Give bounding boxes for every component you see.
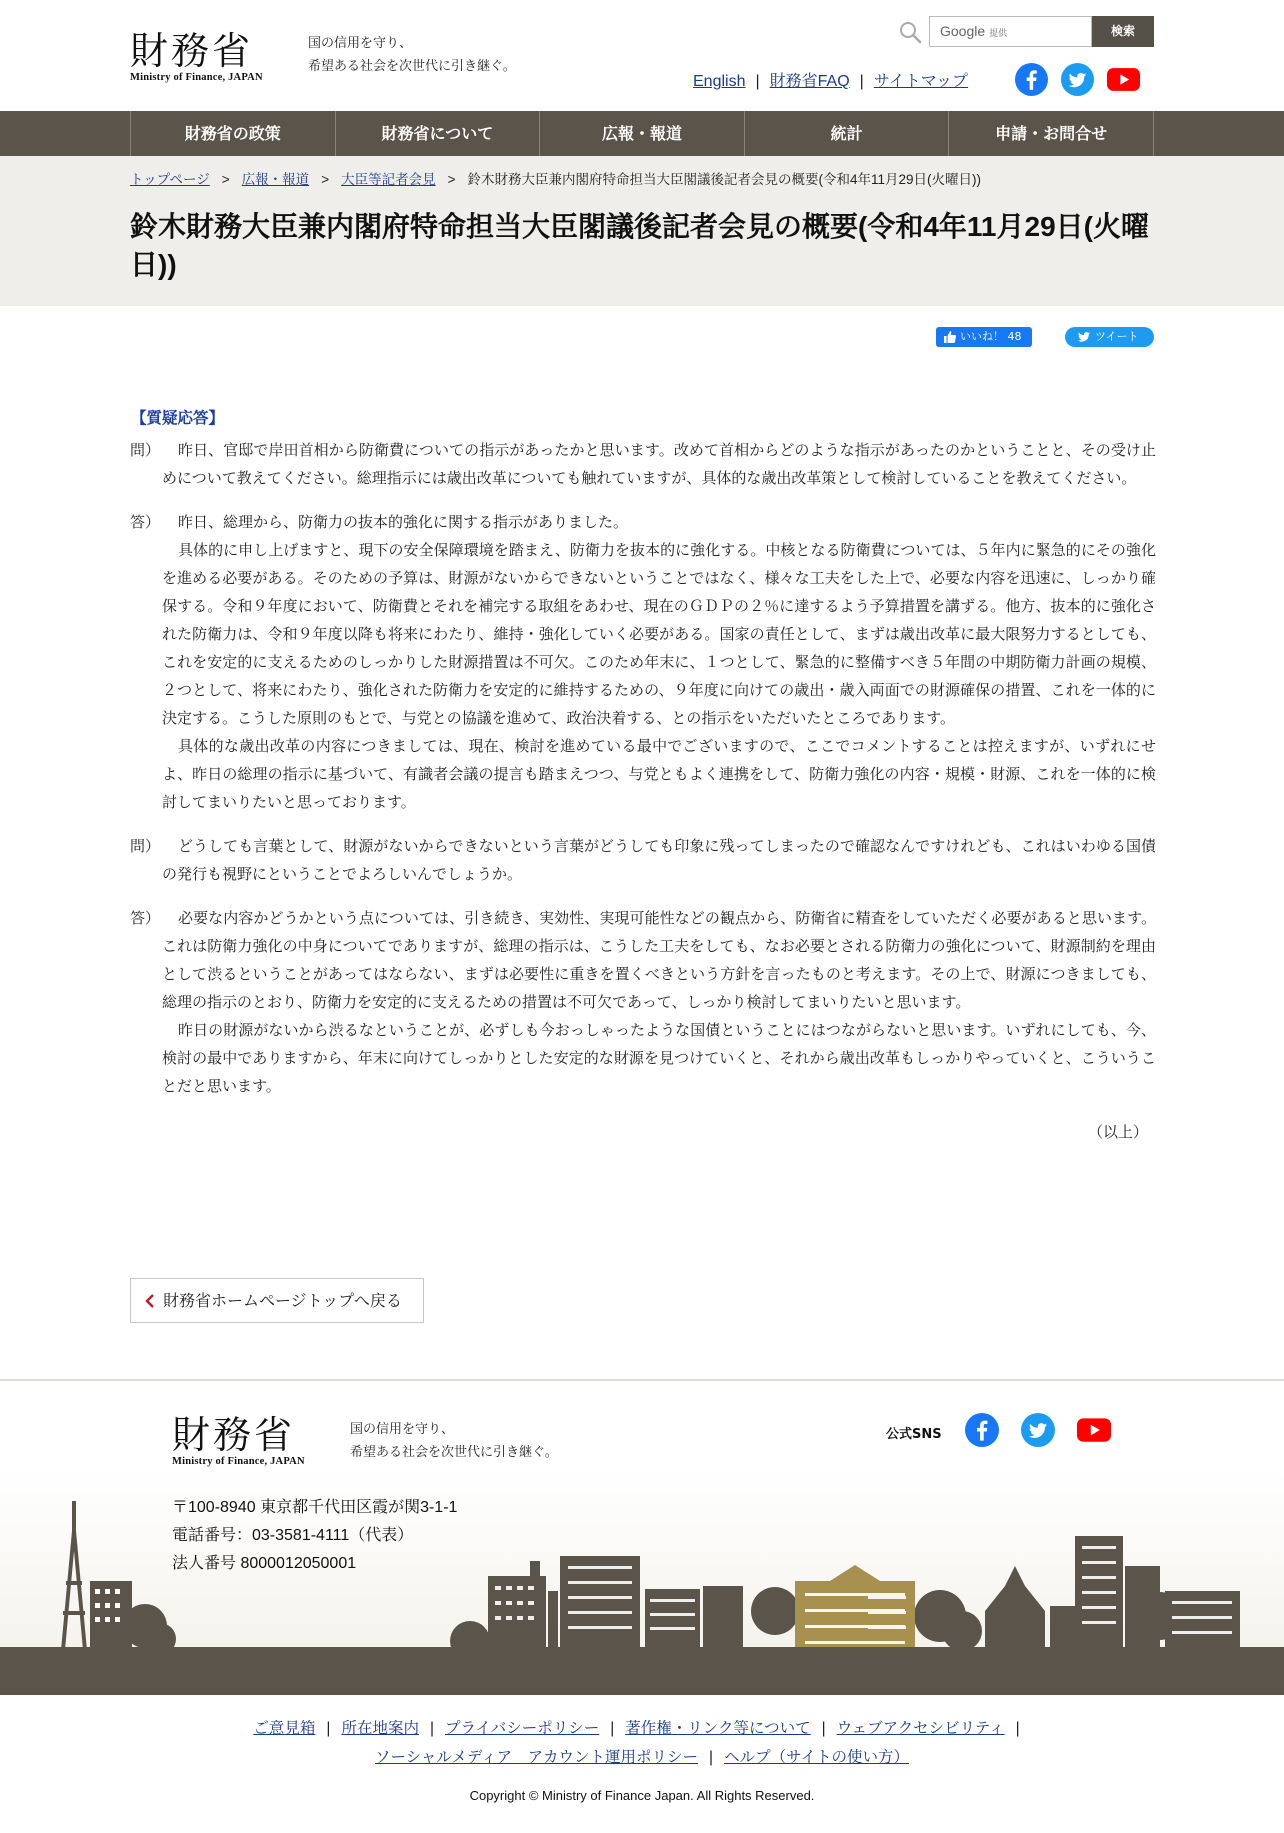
main-content	[130, 404, 1156, 1146]
breadcrumb-current: 鈴木財務大臣兼内閣府特命担当大臣閣議後記者会見の概要(令和4年11月29日(火曜日))	[467, 172, 981, 187]
accessibility-link[interactable]: ウェブアクセシビリティ	[836, 1720, 1005, 1737]
title-band	[0, 156, 1284, 306]
qa-mark: 問）	[130, 441, 161, 459]
qa-paragraph: 必要な内容かどうかという点については、引き続き、実効性、実現可能性などの観点から、防衛省に精査をしていただく必要があると思います。これは防衛力強化の中身についてでありますが、総理の指示は、こうした工夫をしても、なお必要とされる防衛力の強化について、財源制約を理由として渋るということがあってはならない、まずは必要性に重きを置くべきという方針を言ったものと考えます。その上で、財源につきましても、総理の指示のとおり、防衛力を安定的に支えるための措置は不可欠であって、しっかり検討してまいりたいと思います。	[162, 909, 1156, 1011]
facebook-icon[interactable]	[1015, 63, 1048, 96]
logo-english: Ministry of Finance, JAPAN	[130, 72, 263, 83]
footer-sns	[965, 1413, 1111, 1447]
sitemap-link[interactable]: サイトマップ	[873, 73, 969, 90]
twitter-bird-icon	[1078, 332, 1090, 342]
site-tagline	[308, 32, 516, 78]
site-header	[0, 0, 1284, 111]
breadcrumb-arrow: >	[447, 172, 456, 187]
page-title: 鈴木財務大臣兼内閣府特命担当大臣閣議後記者会見の概要(令和4年11月29日(火曜日))	[130, 211, 1149, 280]
like-label: いいね！ 48	[960, 330, 1022, 343]
qa-paragraph: 具体的に申し上げますと、現下の安全保障環境を踏まえ、防衛力を抜本的に強化する。中核となる防衛費については、５年内に緊急的にその強化を進める必要がある。そのための予算は、財源がないからできないということではなく、様々な工夫をした上で、必要な内容を迅速に、しっかり確保する。令和９年度において、防衛費とそれを補完する取組をあわせ、現在のＧＤＰの２％に達するよう予算措置を講ずる。他方、抜本的に強化された防衛力は、令和９年度以降も将来にわたり、維持・強化していく必要がある。国家の責任として、まずは歳出改革に最大限努力するとしても、これを安定的に支えるためのしっかりした財源措置は不可欠。このため年末に、１つとして、緊急的に整備すべき５年間の中期防衛力計画の規模、２つとして、将来にわたり、強化された防衛力を安定的に維持するための、９年度に向けての歳出・歳入両面での財源確保の措置、これを一体的に決定する。こうした原則のもとで、与党との協議を進めて、政治決着する、との指示をいただいたところであります。	[162, 541, 1156, 727]
breadcrumb-arrow: >	[221, 172, 230, 187]
search-button[interactable]: 検索	[1092, 16, 1154, 47]
link-separator: |	[1015, 1720, 1020, 1737]
tagline-line-1: 国の信用を守り、	[308, 36, 413, 51]
qa-mark: 答）	[130, 513, 161, 531]
nav-item-press[interactable]: 広報・報道	[540, 111, 745, 156]
link-separator: |	[610, 1720, 615, 1737]
global-nav	[0, 111, 1284, 156]
link-separator: |	[429, 1720, 434, 1737]
question-2	[130, 832, 1156, 888]
faq-link[interactable]: 財務省FAQ	[769, 73, 850, 90]
postal-address: 〒100-8940 東京都千代田区霞が関3-1-1	[172, 1499, 458, 1516]
header-sns	[1015, 63, 1140, 96]
nav-item-contact[interactable]: 申請・お問合せ	[949, 111, 1154, 156]
footer-tagline-line-1: 国の信用を守り、	[350, 1422, 455, 1437]
youtube-icon[interactable]	[1107, 63, 1140, 96]
footer-links-row-1	[0, 1714, 1284, 1743]
location-link[interactable]: 所在地案内	[341, 1720, 419, 1737]
qa-paragraph: 具体的な歳出改革の内容につきましては、現在、検討を進めている最中でございますので、ここでコメントすることは控えますが、いずれにせよ、昨日の総理の指示に基づいて、有識者会議の提言も踏まえつつ、与党ともよく連携をして、防衛力強化の内容・規模・財源、これを一体的に検討してまいりたいと思っております。	[162, 737, 1156, 811]
site-search	[898, 16, 1154, 47]
footer-tagline	[350, 1418, 558, 1464]
twitter-icon[interactable]	[1021, 1413, 1055, 1447]
search-icon	[898, 20, 922, 44]
qa-mark: 問）	[130, 837, 161, 855]
qa-paragraph: どうしても言葉として、財源がないからできないという言葉がどうしても印象に残ってしまったので確認なんですけれども、これはいわゆる国債の発行も視野にということでよろしいんでしょうか。	[162, 837, 1156, 883]
breadcrumb-arrow: >	[321, 172, 330, 187]
footer-logo[interactable]	[172, 1414, 305, 1467]
footer-address	[172, 1494, 457, 1578]
link-separator: |	[755, 73, 760, 90]
link-separator: |	[326, 1720, 331, 1737]
breadcrumb-press[interactable]: 広報・報道	[241, 172, 310, 187]
answer-2	[130, 904, 1156, 1100]
privacy-policy-link[interactable]: プライバシーポリシー	[445, 1720, 600, 1737]
footer-sns-label: 公式SNS	[886, 1427, 942, 1442]
search-placeholder-sub: 提供	[989, 28, 1008, 38]
question-1	[130, 436, 1156, 492]
back-button-label: 財務省ホームページトップへ戻る	[163, 1291, 402, 1310]
search-input[interactable]	[929, 16, 1092, 47]
qa-mark: 答）	[130, 909, 161, 927]
help-link[interactable]: ヘルプ（サイトの使い方）	[724, 1749, 909, 1766]
social-media-policy-link[interactable]: ソーシャルメディア アカウント運用ポリシー	[375, 1749, 699, 1766]
breadcrumb-press-conference[interactable]: 大臣等記者会見	[341, 172, 436, 187]
footer-logo-kanji: 財務省	[172, 1413, 296, 1457]
nav-item-statistics[interactable]: 統計	[745, 111, 950, 156]
tagline-line-2: 希望ある社会を次世代に引き継ぐ。	[308, 59, 516, 74]
footer-bar	[0, 1647, 1284, 1695]
phone-number: 電話番号：03-3581-4111（代表）	[172, 1527, 414, 1544]
nav-item-about[interactable]: 財務省について	[336, 111, 541, 156]
breadcrumb	[130, 168, 981, 188]
answer-1	[130, 508, 1156, 816]
opinion-box-link[interactable]: ご意見箱	[253, 1720, 316, 1737]
link-separator: |	[709, 1749, 714, 1766]
link-separator: |	[859, 73, 864, 90]
tweet-button[interactable]	[1065, 327, 1154, 347]
tweet-label: ツイート	[1095, 330, 1139, 343]
breadcrumb-top[interactable]: トップページ	[130, 172, 210, 187]
nav-item-policy[interactable]: 財務省の政策	[131, 111, 336, 156]
corporate-number: 法人番号 8000012050001	[172, 1555, 357, 1572]
english-link[interactable]: English	[693, 73, 746, 90]
header-links	[693, 68, 968, 91]
youtube-icon[interactable]	[1077, 1413, 1111, 1447]
copyright-link[interactable]: 著作権・リンク等について	[625, 1720, 811, 1737]
back-to-top-button[interactable]	[130, 1278, 424, 1323]
qa-paragraph: 昨日、官邸で岸田首相から防衛費についての指示があったかと思います。改めて首相からどのような指示があったのかということと、その受け止めについて教えてください。総理指示には歳出改革についても触れていますが、具体的な歳出改革策として検討していることを教えてください。	[162, 441, 1156, 487]
thumbs-up-icon	[944, 331, 956, 343]
facebook-icon[interactable]	[965, 1413, 999, 1447]
footer-logo-english: Ministry of Finance, JAPAN	[172, 1456, 305, 1467]
section-heading: 【質疑応答】	[131, 409, 225, 427]
qa-paragraph: 昨日、総理から、防衛力の抜本的強化に関する指示がありました。	[178, 513, 629, 531]
link-separator: |	[821, 1720, 826, 1737]
footer-links-row-2	[0, 1743, 1284, 1772]
chevron-left-icon	[145, 1294, 155, 1308]
qa-paragraph: 昨日の財源がないから渋るなということが、必ずしも今おっしゃったような国債ということにはつながらないと思います。いずれにしても、今、検討の最中でありますから、年末に向けてしっかりとした安定的な財源を見つけていくと、それから歳出改革もしっかりやっていくと、こういうことだと思います。	[162, 1021, 1156, 1095]
closing-note: （以上）	[1087, 1123, 1148, 1141]
logo-kanji: 財務省	[130, 29, 254, 73]
twitter-icon[interactable]	[1061, 63, 1094, 96]
facebook-like-button[interactable]	[936, 327, 1032, 347]
search-placeholder: Google	[940, 23, 986, 39]
footer-links	[0, 1714, 1284, 1772]
footer-tagline-line-2: 希望ある社会を次世代に引き継ぐ。	[350, 1445, 558, 1460]
site-logo[interactable]	[130, 30, 263, 83]
copyright: Copyright © Ministry of Finance Japan. All Rights Reserved.	[469, 1788, 815, 1803]
